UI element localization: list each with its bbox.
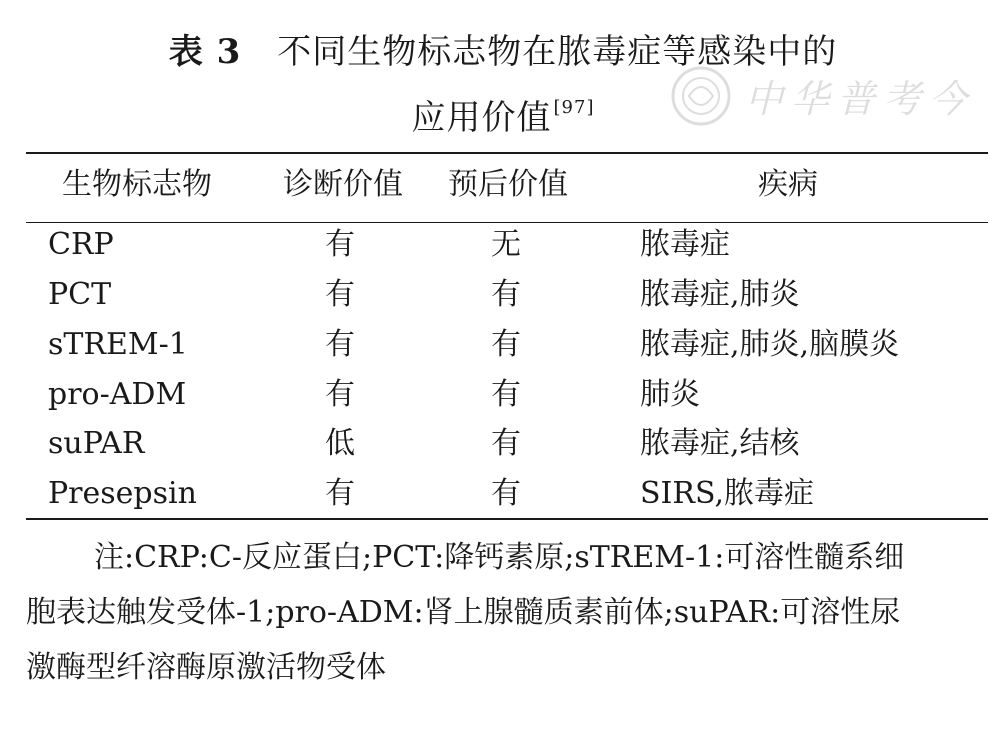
footnote-line: 胞表达触发受体-1;pro-ADM:肾上腺髓质素前体;suPAR:可溶性尿 — [26, 595, 901, 630]
reference-marker: [97] — [553, 97, 595, 118]
cell-prognostic: 有 — [491, 277, 521, 312]
cell-diagnostic: 有 — [325, 277, 355, 312]
table-top-rule — [26, 152, 988, 154]
footnote-line: 激酶型纤溶酶原激活物受体 — [26, 650, 386, 685]
table-title-line1: 不同生物标志物在脓毒症等感染中的 — [277, 32, 838, 72]
cell-diagnostic: 低 — [325, 426, 355, 461]
table-title-line2: 应用价值 — [411, 98, 552, 138]
header-diagnostic-value: 诊断价值 — [283, 167, 403, 202]
cell-disease: SIRS,脓毒症 — [640, 476, 815, 511]
cell-biomarker: sTREM-1 — [48, 327, 188, 362]
cell-biomarker: PCT — [48, 277, 112, 312]
cell-biomarker: pro-ADM — [48, 377, 187, 412]
cell-prognostic: 有 — [491, 327, 521, 362]
logo-seal-icon — [669, 64, 733, 128]
cell-diagnostic: 有 — [325, 327, 355, 362]
cell-prognostic: 有 — [491, 377, 521, 412]
cell-prognostic: 有 — [491, 426, 521, 461]
footnote-line: 注:CRP:C-反应蛋白;PCT:降钙素原;sTREM-1:可溶性髓系细 — [94, 540, 905, 575]
cell-prognostic: 有 — [491, 476, 521, 511]
cell-disease: 脓毒症,肺炎,脑膜炎 — [640, 327, 900, 362]
cell-disease: 肺炎 — [640, 377, 700, 412]
cell-disease: 脓毒症,结核 — [640, 426, 800, 461]
watermark-text: 中华普考今 — [745, 77, 976, 121]
cell-diagnostic: 有 — [325, 377, 355, 412]
cell-biomarker: CRP — [48, 227, 114, 262]
cell-disease: 脓毒症,肺炎 — [640, 277, 800, 312]
header-disease: 疾病 — [758, 167, 818, 202]
watermark — [665, 62, 976, 132]
cell-prognostic: 无 — [491, 227, 521, 262]
cell-disease: 脓毒症 — [640, 227, 730, 262]
table-header-rule — [26, 222, 988, 223]
cell-biomarker: Presepsin — [48, 476, 197, 511]
table-bottom-rule — [26, 518, 988, 520]
cell-diagnostic: 有 — [325, 476, 355, 511]
cell-biomarker: suPAR — [48, 426, 145, 461]
header-biomarker: 生物标志物 — [62, 167, 212, 202]
table-label: 表 3 — [168, 32, 242, 72]
cell-diagnostic: 有 — [325, 227, 355, 262]
header-prognostic-value: 预后价值 — [448, 167, 568, 202]
